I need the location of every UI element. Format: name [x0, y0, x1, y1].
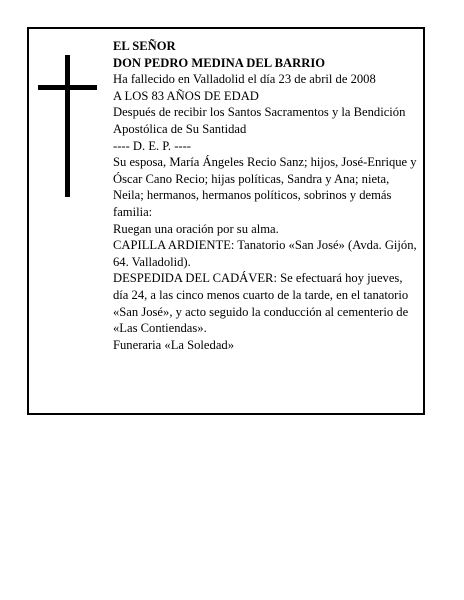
deceased-name: DON PEDRO MEDINA DEL BARRIO: [113, 55, 326, 70]
funeral-home-line: Funeraria «La Soledad»: [113, 337, 234, 352]
sacraments-line: Después de recibir los Santos Sacramentos y la Bendición Apostólica de Su Santidad: [113, 105, 406, 136]
obituary-text: [113, 38, 419, 353]
chapel-line: CAPILLA ARDIENTE: Tanatorio «San José» (Avda. Gijón, 64. Valladolid).: [113, 238, 417, 269]
farewell-line: DESPEDIDA DEL CADÁVER: Se efectuará hoy jueves, día 24, a las cinco menos cuarto de la tarde, en el tanatorio «San José», y acto seguido la conducción al cementerio de «Las Contiendas».: [113, 271, 409, 336]
prayer-line: Ruegan una oración por su alma.: [113, 221, 279, 236]
death-date-line: Ha fallecido en Valladolid el día 23 de abril de 2008: [113, 72, 376, 87]
title-line: EL SEÑOR: [113, 39, 176, 53]
cross-vertical-bar: [65, 55, 70, 197]
cross-horizontal-bar: [38, 85, 97, 90]
age-line: A LOS 83 AÑOS DE EDAD: [113, 88, 259, 103]
dep-line: ---- D. E. P. ----: [113, 138, 191, 153]
family-line: Su esposa, María Ángeles Recio Sanz; hijos, José-Enrique y Óscar Cano Recio; hijas políticas, Sandra y Ana; nieta, Neila; hermanos, hermanos políticos, sobrinos y demás familia:: [113, 155, 417, 219]
